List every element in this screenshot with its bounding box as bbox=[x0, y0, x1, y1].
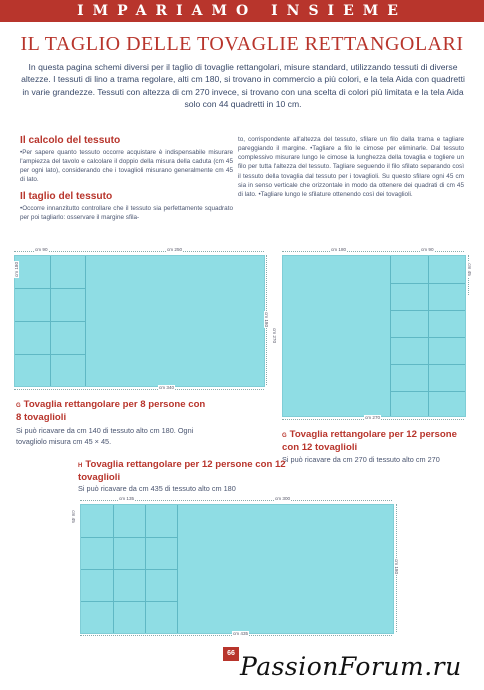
dim-label-bottom: cm 435 bbox=[233, 631, 249, 636]
dim-label-right: cm 180 bbox=[394, 558, 400, 575]
dim-label-right: cm 45 bbox=[466, 263, 472, 276]
intro-paragraph: In questa pagina schemi diversi per il taglio di tovaglie rettangolari, misure standard, utilizzando tessuti di diverse altezze. I tessuti di lino a trama regolare, alti cm 180, si trovano in commercio a più colori, e la tela Aida con quadretti in varie grandezze. Tessuti con altezza di cm 270 invece, si trovano con una scelta di colori più limitata e la tela Aida solo con 44 quadretti in 10 cm. bbox=[21, 62, 465, 110]
fabric-tablecloth bbox=[282, 255, 466, 417]
caption-g1 bbox=[16, 399, 206, 447]
caption-text: Si può ricavare da cm 270 di tessuto alto cm 270 bbox=[282, 455, 440, 464]
caption-letter: H bbox=[78, 463, 83, 469]
dim-line-top bbox=[282, 251, 464, 252]
right-column-text: to, corrispondente all'altezza del tessuto, sfilare un filo dalla trama e tagliare pareggiando il margine. •Tagliare a filo le cimose per eliminarle. Dal tessuto complessivo misurare lungo le cimose la lunghezza della tovaglia e togliere un filo per tutta l'altezza del tessuto. Tagliare seguendo il filo sfilato separando così il tessuto della tovaglia dal tessuto per i tovaglioli. Su questo sfilare ogni 45 cm sia in senso verticale che orizzontale in modo da ottenere dei quadrati di cm 45 di lato. •Tagliare lungo le sfilature ottenendo così dei tovaglioli. bbox=[238, 136, 464, 198]
dim-label-left: cm 180 bbox=[14, 261, 20, 278]
dim-label-top-b: cm 90 bbox=[421, 247, 434, 252]
caption-title: Tovaglia rettangolare per 12 persone con 12 tovaglioli bbox=[78, 459, 286, 483]
dim-label-left: cm 45 bbox=[70, 510, 76, 523]
dim-label-top-a: cm 90 bbox=[35, 247, 48, 252]
caption-h bbox=[78, 459, 308, 495]
section-body-taglio: •Occorre innanzitutto controllare che il tessuto sia perfettamente squadrato per poi tagliarlo: osservare il margine sfila- bbox=[20, 204, 233, 221]
caption-title: Tovaglia rettangolare per 8 persone con 8 tovaglioli bbox=[16, 399, 206, 423]
section-body-calcolo: •Per sapere quanto tessuto occorre acquistare è indispensabile misurare l'ampiezza del tavolo e calcolare il doppio della misura della caduta (cm 45 per ogni lato), considerando che i tovaglioli misurano generalmente cm 45 di lato. bbox=[20, 149, 233, 184]
caption-text: Si può ricavare da cm 140 di tessuto alto cm 180. Ogni tovagliolo misura cm 45 × 45. bbox=[16, 426, 194, 446]
header-banner-text: IMPARIAMO INSIEME bbox=[77, 3, 407, 19]
dim-label-top-a: cm 180 bbox=[331, 247, 347, 252]
dim-label-top-b: cm 300 bbox=[275, 496, 291, 501]
section-heading-calcolo: Il calcolo del tessuto bbox=[20, 135, 121, 146]
dim-label-bottom: cm 270 bbox=[365, 415, 381, 420]
dim-label-top-b: cm 250 bbox=[167, 247, 183, 252]
left-column bbox=[20, 135, 233, 222]
dim-label-bottom: cm 340 bbox=[159, 385, 175, 390]
caption-letter: G bbox=[282, 433, 287, 439]
dim-line-top bbox=[14, 251, 264, 252]
caption-g2 bbox=[282, 429, 472, 466]
diagram-h bbox=[68, 492, 404, 642]
dim-label-right: cm 180 bbox=[264, 311, 270, 328]
fabric-tablecloth bbox=[14, 255, 265, 387]
section-heading-taglio: Il taglio del tessuto bbox=[20, 190, 113, 202]
diagram-g2 bbox=[272, 243, 478, 425]
page-title: IL TAGLIO DELLE TOVAGLIE RETTANGOLARI bbox=[20, 33, 464, 55]
fabric-tablecloth bbox=[80, 504, 394, 634]
watermark: PassionForum.ru bbox=[240, 652, 462, 681]
caption-letter: G bbox=[16, 403, 21, 409]
page-number: 66 bbox=[223, 647, 239, 661]
caption-text: Si può ricavare da cm 435 di tessuto alto cm 180 bbox=[78, 484, 236, 493]
dim-label-top-a: cm 135 bbox=[119, 496, 135, 501]
dim-label-left: cm 270 bbox=[272, 327, 278, 344]
caption-title: Tovaglia rettangolare per 12 persone con 12 tovaglioli bbox=[282, 429, 457, 453]
dim-line-bottom bbox=[14, 389, 264, 390]
diagram-g1 bbox=[8, 243, 270, 398]
